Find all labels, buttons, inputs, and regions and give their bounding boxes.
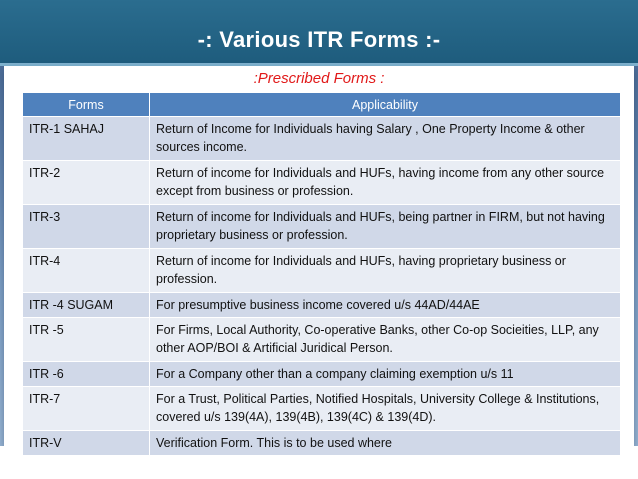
table-row (23, 205, 621, 249)
form-applicability: Return of income for Individuals and HUFs, being partner in FIRM, but not having proprietary business or profession. (150, 205, 621, 249)
title-bar (0, 0, 638, 66)
table-row (23, 161, 621, 205)
form-applicability: For a Trust, Political Parties, Notified Hospitals, University College & Institutions, covered u/s 139(4A), 139(4B), 139(4C) & 139(4D). (150, 387, 621, 431)
itr-forms-table (22, 92, 621, 456)
header-applicability: Applicability (150, 93, 621, 117)
header-forms: Forms (23, 93, 150, 117)
form-applicability: For presumptive business income covered u/s 44AD/44AE (150, 293, 621, 318)
form-applicability: Return of income for Individuals and HUFs, having income from any other source except from business or profession. (150, 161, 621, 205)
table-subtitle: :Prescribed Forms : (253, 70, 385, 87)
table-row (23, 387, 621, 431)
form-name: ITR-1 SAHAJ (23, 117, 150, 161)
table-header-row (23, 93, 621, 117)
form-applicability: Verification Form. This is to be used where (150, 431, 621, 456)
slide-title: -: Various ITR Forms :- (197, 27, 441, 52)
table-row (23, 293, 621, 318)
form-name: ITR -4 SUGAM (23, 293, 150, 318)
table-row (23, 431, 621, 456)
form-applicability: For a Company other than a company claiming exemption u/s 11 (150, 362, 621, 387)
form-name: ITR-7 (23, 387, 150, 431)
form-applicability: Return of Income for Individuals having Salary , One Property Income & other sources income. (150, 117, 621, 161)
form-name: ITR-2 (23, 161, 150, 205)
table-row (23, 249, 621, 293)
form-applicability: For Firms, Local Authority, Co-operative Banks, other Co-op Socieities, LLP, any other AOP/BOI & Artificial Juridical Person. (150, 318, 621, 362)
form-name: ITR -6 (23, 362, 150, 387)
table-row (23, 117, 621, 161)
form-applicability: Return of income for Individuals and HUFs, having proprietary business or profession. (150, 249, 621, 293)
table-row (23, 318, 621, 362)
table-row (23, 362, 621, 387)
form-name: ITR-3 (23, 205, 150, 249)
form-name: ITR -5 (23, 318, 150, 362)
form-name: ITR-V (23, 431, 150, 456)
form-name: ITR-4 (23, 249, 150, 293)
